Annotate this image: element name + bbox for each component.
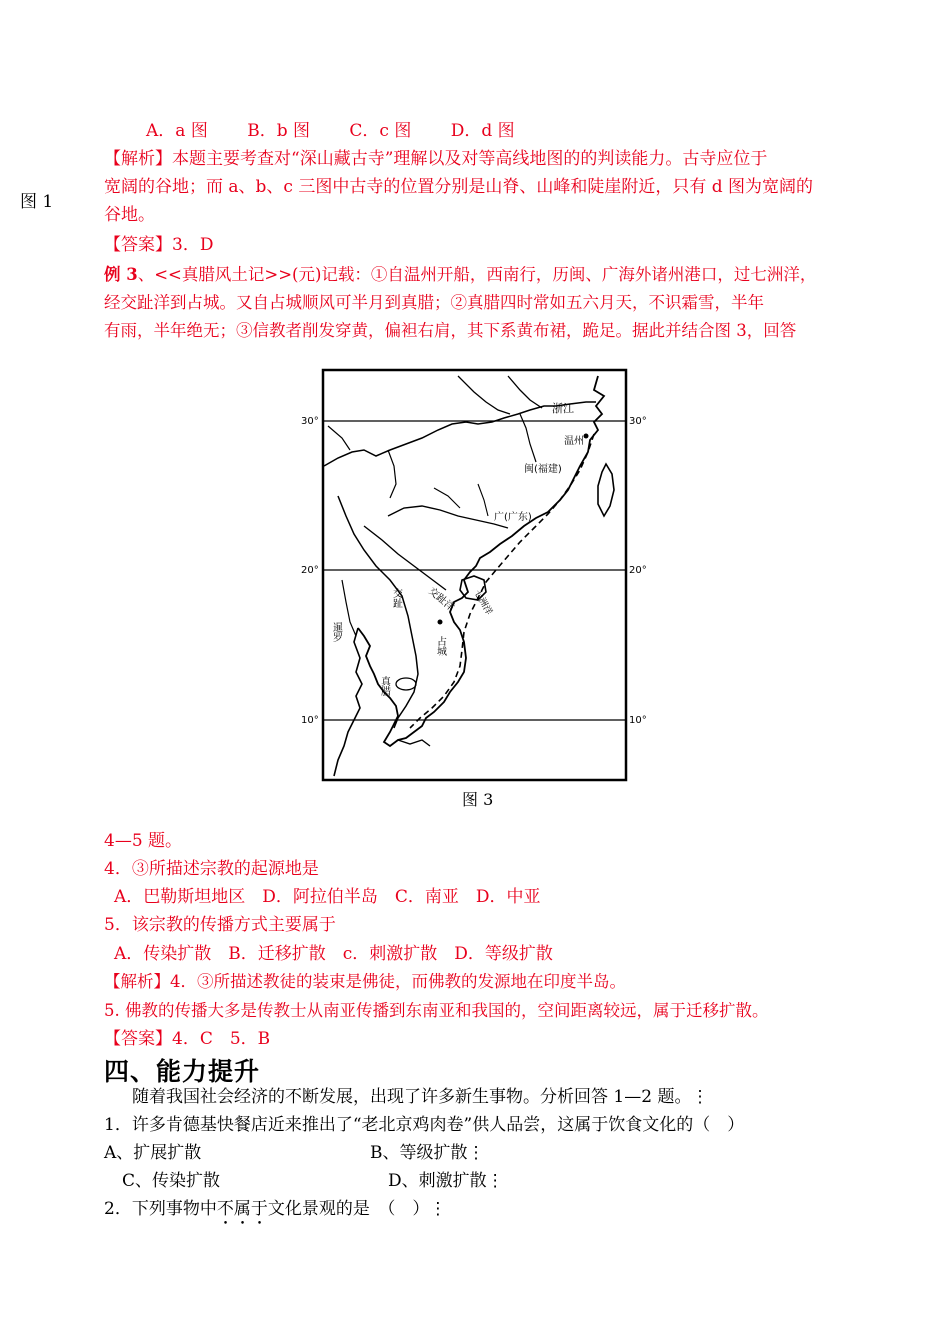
map-figure-3: [298, 366, 650, 784]
q45-intro: 4—5 题。: [104, 831, 183, 851]
example3-line2: 经交趾洋到占城。又自占城顺风可半月到真腊；②真腊四时常如五六月天，不识霜雪，半年: [104, 293, 764, 312]
q3-analysis-line1: 【解析】本题主要考查对“深山藏古寺”理解以及对等高线地图的的判读能力。古寺应位于: [104, 149, 768, 169]
pearl-river-branch-2: [478, 484, 488, 516]
p2-question: [104, 1196, 446, 1229]
pearl-river: [388, 506, 508, 528]
map-caption: 图 3: [462, 790, 494, 809]
label-jiaozhiyang: 交趾洋: [426, 585, 457, 614]
cape-coast: [398, 740, 430, 746]
p1-option-a: A、扩展扩散: [104, 1143, 202, 1163]
q5-stem: 5．该宗教的传播方式主要属于: [104, 915, 336, 935]
p1-option-c: C、传染扩散: [122, 1171, 221, 1191]
label-zhejiang: 浙江: [552, 402, 574, 415]
label-zhancheng: 占城: [434, 636, 446, 656]
lat-10-left: 10°: [301, 715, 319, 726]
p1-question: 1．许多肯德基快餐店近来推出了“老北京鸡肉卷”供人品尝，这属于饮食文化的（ ）: [104, 1115, 745, 1135]
lat-30-right: 30°: [629, 416, 647, 427]
q4-options: A．巴勒斯坦地区 D．阿拉伯半岛 C．南亚 D．中亚: [114, 887, 541, 907]
map-frame: [323, 370, 626, 780]
figure-1-label: 图 1: [20, 192, 54, 212]
peninsula-coast: [334, 628, 362, 776]
section-heading: 四、能力提升: [104, 1057, 261, 1086]
q5-options: A．传染扩散 B．迁移扩散 c．刺激扩散 D．等级扩散: [114, 944, 553, 964]
wenzhou-marker: [584, 434, 589, 439]
q45-analysis-line2: 5. 佛教的传播大多是传教士从南亚传播到东南亚和我国的，空间距离较远，属于迁移扩散。: [104, 1001, 769, 1020]
label-jiaozhi: 交趾: [390, 588, 402, 608]
example3-line3: 有雨，半年绝无；③信教者削发穿黄，偏袒右肩，其下系黄布裙，跪足。据此并结合图 3，回答: [104, 321, 797, 340]
p1-option-b: B、等级扩散⋮: [370, 1143, 485, 1163]
river-north-branch: [458, 376, 510, 414]
section-intro: 随着我国社会经济的不断发展，出现了许多新生事物。分析回答 1—2 题。⋮: [132, 1087, 709, 1107]
river-branch-3: [388, 450, 396, 498]
label-guang: 广(广东): [494, 512, 532, 523]
label-qizhouyang: 七洲洋: [471, 588, 494, 617]
river-west-branch: [328, 426, 350, 450]
example3-line1-text: 、<<真腊风土记>>(元)记载：①自温州开船，西南行，历闽、广海外诸州港口，过七洲洋，: [137, 265, 817, 284]
q4-stem: 4．③所描述宗教的起源地是: [104, 859, 319, 879]
red-river: [364, 526, 446, 590]
q3-options: A．a 图 B．b 图 C．c 图 D．d 图: [146, 121, 515, 141]
sea-route: [410, 434, 594, 728]
example3-prefix: 例 3: [104, 265, 138, 284]
p2-question-emphasis: 不属于: [216, 1199, 268, 1219]
chao-phraya-river: [342, 580, 356, 636]
lat-20-left: 20°: [301, 565, 319, 576]
lat-20-right: 20°: [629, 565, 647, 576]
lat-10-right: 10°: [629, 715, 647, 726]
q3-answer: 【答案】3．D: [104, 235, 214, 255]
pearl-river-branch: [434, 488, 460, 508]
lat-30-left: 30°: [301, 416, 319, 427]
label-xianluo: 暹罗: [330, 622, 342, 642]
map-svg: [298, 366, 650, 784]
p2-question-part1: 2．下列事物中: [104, 1199, 217, 1219]
zhancheng-marker: [438, 620, 443, 625]
p2-question-part2: 文化景观的是 （ ）⋮: [267, 1199, 447, 1219]
q3-analysis-line3: 谷地。: [104, 205, 155, 225]
p1-option-d: D、刺激扩散⋮: [388, 1171, 504, 1191]
q45-answer: 【答案】4．C 5．B: [104, 1029, 271, 1049]
taiwan-island: [598, 464, 614, 516]
river-north-branch-2: [508, 376, 542, 408]
q3-analysis-line2: 宽阔的谷地；而 a、b、c 三图中古寺的位置分别是山脊、山峰和陡崖附近，只有 d 图为宽阔的: [104, 177, 814, 197]
example3-line1: [104, 262, 816, 288]
label-min: 闽(福建): [524, 464, 562, 475]
coastline: [358, 376, 604, 746]
tonle-sap-lake: [396, 678, 416, 690]
q45-analysis-line1: 【解析】4．③所描述教徒的装束是佛徒，而佛教的发源地在印度半岛。: [104, 972, 626, 991]
label-wenzhou: 温州: [564, 436, 584, 447]
label-zhenla: 真腊: [378, 676, 390, 696]
